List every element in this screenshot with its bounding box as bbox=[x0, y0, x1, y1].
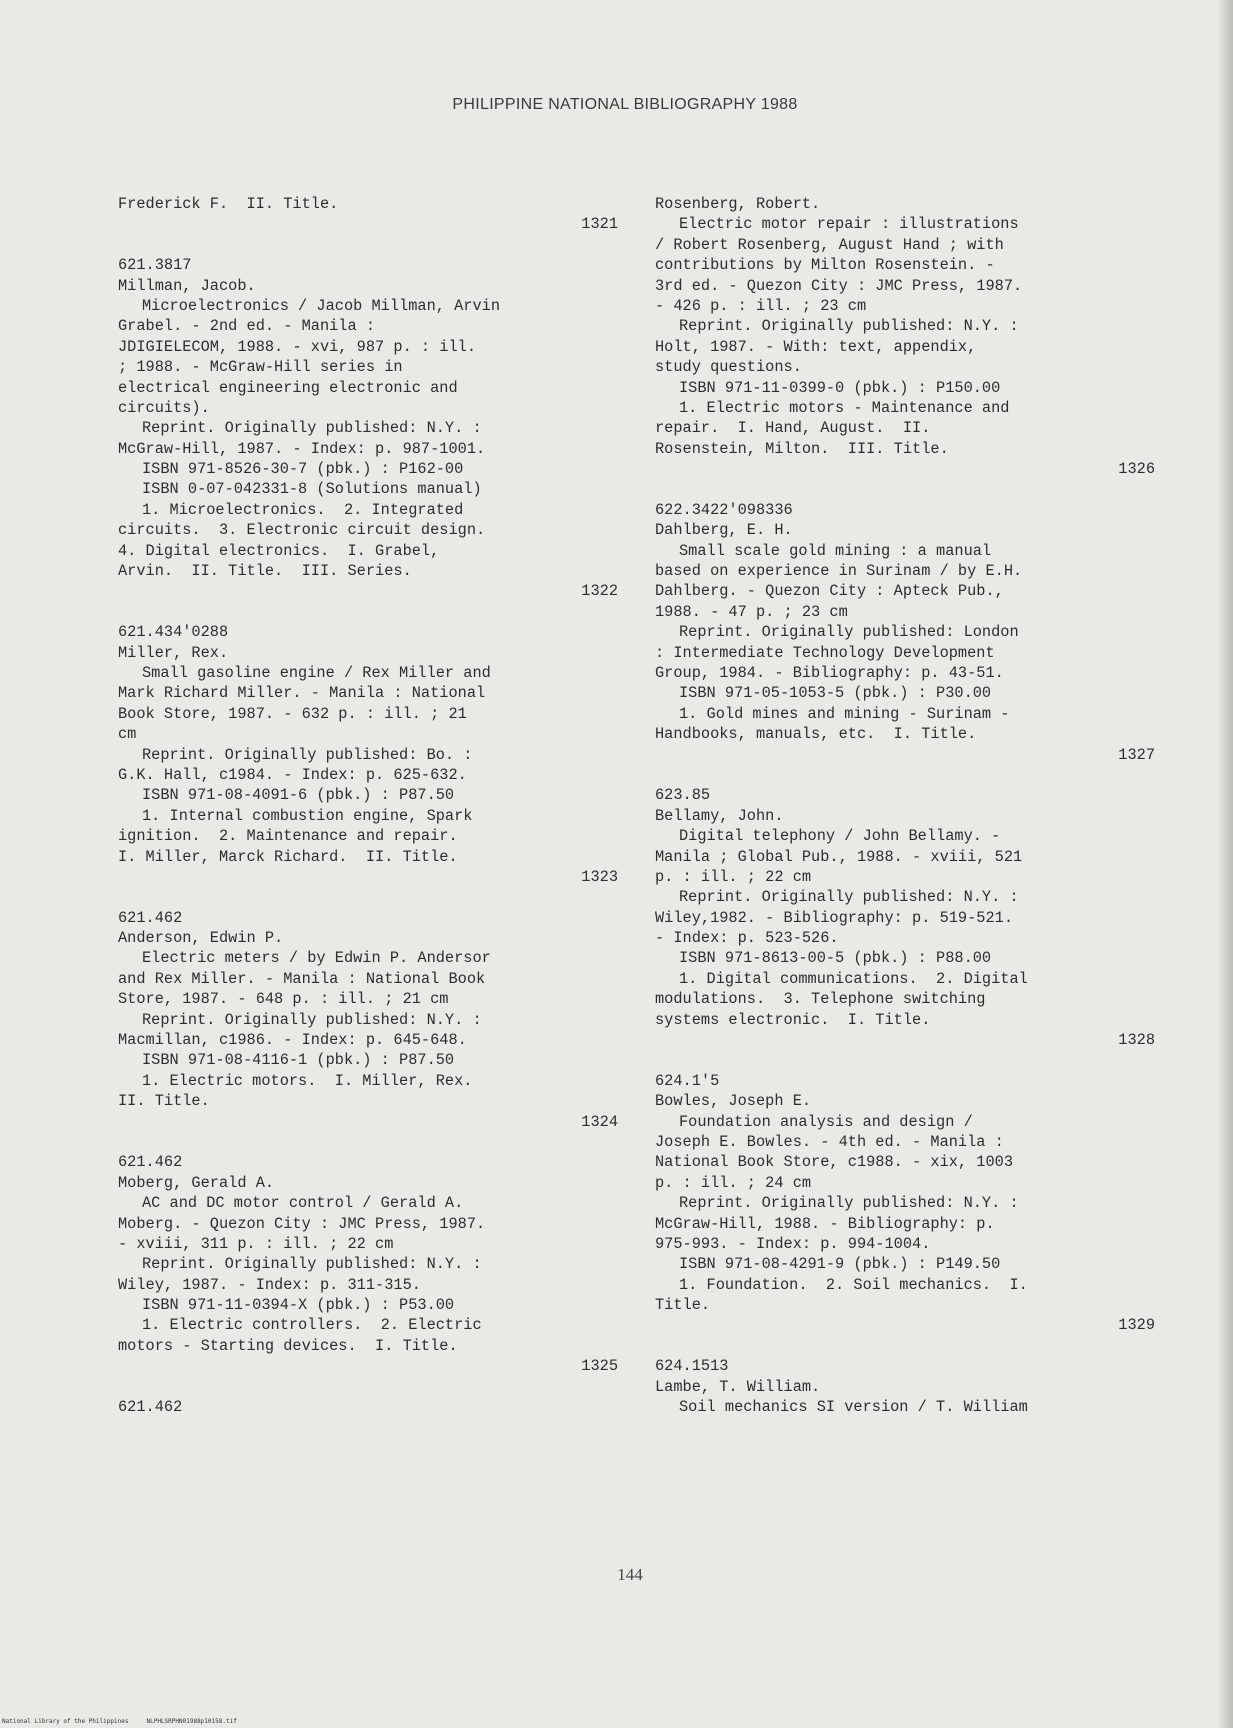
entry-line: Title. bbox=[655, 1296, 711, 1315]
entry-line: based on experience in Surinam / by E.H. bbox=[655, 562, 1023, 581]
entry-number: 1328 bbox=[1118, 1031, 1155, 1050]
entry-line: II. Title. bbox=[118, 1092, 210, 1111]
entry-line: McGraw-Hill, 1988. - Bibliography: p. bbox=[655, 1214, 995, 1233]
entry-line: 623.85 bbox=[655, 786, 711, 805]
right-column bbox=[655, 194, 1155, 1438]
page-edge-shadow bbox=[1219, 0, 1233, 1728]
entry-line: Small scale gold mining : a manual bbox=[679, 541, 992, 560]
entry-line: ; 1988. - McGraw-Hill series in bbox=[118, 358, 403, 377]
entry-line: Bellamy, John. bbox=[655, 806, 784, 825]
entry-number: 1323 bbox=[581, 867, 618, 886]
entry-line: Store, 1987. - 648 p. : ill. ; 21 cm bbox=[118, 990, 449, 1009]
entry-line: 621.434'0288 bbox=[118, 623, 229, 642]
entry-number: 1322 bbox=[581, 582, 618, 601]
entry-line: 1988. - 47 p. ; 23 cm bbox=[655, 602, 848, 621]
entry-line: Reprint. Originally published: N.Y. : bbox=[142, 1255, 482, 1274]
entry-line: Group, 1984. - Bibliography: p. 43-51. bbox=[655, 663, 1004, 682]
bibliographic-entry bbox=[655, 785, 1155, 1050]
entry-line: ISBN 971-8613-00-5 (pbk.) : P88.00 bbox=[679, 949, 992, 968]
entry-line: study questions. bbox=[655, 358, 802, 377]
entry-line: Frederick F. II. Title. bbox=[118, 195, 339, 213]
bibliographic-entry bbox=[118, 1397, 618, 1417]
entry-line: Reprint. Originally published: Bo. : bbox=[142, 745, 473, 764]
bibliographic-entry bbox=[118, 622, 618, 887]
entry-line: Reprint. Originally published: N.Y. : bbox=[142, 419, 482, 438]
entry-line: - 426 p. : ill. ; 23 cm bbox=[655, 296, 867, 315]
entry-number: 1325 bbox=[581, 1357, 618, 1376]
entry-line: and Rex Miller. - Manila : National Book bbox=[118, 969, 486, 988]
entry-line: Moberg, Gerald A. bbox=[118, 1173, 275, 1192]
entry-line: ISBN 971-11-0399-0 (pbk.) : P150.00 bbox=[679, 378, 1001, 397]
bibliographic-entry bbox=[118, 255, 618, 602]
entry-line: 1. Internal combustion engine, Spark bbox=[142, 806, 473, 825]
entry-line: Reprint. Originally published: N.Y. : bbox=[142, 1010, 482, 1029]
entry-line: Moberg. - Quezon City : JMC Press, 1987. bbox=[118, 1214, 486, 1233]
entry-line: Reprint. Originally published: N.Y. : bbox=[679, 317, 1019, 336]
entry-number: 1326 bbox=[1118, 460, 1155, 479]
entry-line: 624.1'5 bbox=[655, 1071, 720, 1090]
entry-line: electrical engineering electronic and bbox=[118, 378, 458, 397]
entry-number: 1327 bbox=[1118, 745, 1155, 764]
entry-line: Electric meters / by Edwin P. Andersor bbox=[142, 949, 491, 968]
entry-line: ISBN 0-07-042331-8 (Solutions manual) bbox=[142, 480, 482, 499]
entry-line: ISBN 971-11-0394-X (pbk.) : P53.00 bbox=[142, 1296, 455, 1315]
entry-line: ISBN 971-8526-30-7 (pbk.) : P162-00 bbox=[142, 460, 464, 479]
bibliographic-entry bbox=[118, 194, 618, 235]
entry-line: repair. I. Hand, August. II. bbox=[655, 419, 931, 438]
entry-line: 621.3817 bbox=[118, 256, 192, 275]
entry-line: Wiley, 1987. - Index: p. 311-315. bbox=[118, 1275, 421, 1294]
entry-line: McGraw-Hill, 1987. - Index: p. 987-1001. bbox=[118, 439, 486, 458]
entry-line: - xviii, 311 p. : ill. ; 22 cm bbox=[118, 1234, 394, 1253]
running-header: PHILIPPINE NATIONAL BIBLIOGRAPHY 1988 bbox=[452, 96, 798, 113]
bibliographic-entry bbox=[655, 1071, 1155, 1336]
entry-line: AC and DC motor control / Gerald A. bbox=[142, 1194, 464, 1213]
entry-line: ISBN 971-08-4291-9 (pbk.) : P149.50 bbox=[679, 1255, 1001, 1274]
entry-number: 1329 bbox=[1118, 1316, 1155, 1335]
entry-line: G.K. Hall, c1984. - Index: p. 625-632. bbox=[118, 765, 467, 784]
entry-line: Electric motor repair : illustrations bbox=[679, 215, 1019, 234]
entry-line: Rosenberg, Robert. bbox=[655, 195, 821, 213]
entry-line: Bowles, Joseph E. bbox=[655, 1092, 812, 1111]
entry-line: Dahlberg, E. H. bbox=[655, 521, 793, 540]
entry-line: cm bbox=[118, 725, 137, 744]
entry-line: ignition. 2. Maintenance and repair. bbox=[118, 827, 458, 846]
bibliographic-entry bbox=[118, 908, 618, 1132]
entry-line: ISBN 971-08-4116-1 (pbk.) : P87.50 bbox=[142, 1051, 455, 1070]
entry-line: Dahlberg. - Quezon City : Apteck Pub., bbox=[655, 582, 1004, 601]
entry-line: 621.462 bbox=[118, 908, 183, 927]
entry-line: Rosenstein, Milton. III. Title. bbox=[655, 439, 949, 458]
entry-line: - Index: p. 523-526. bbox=[655, 929, 839, 948]
entry-line: Macmillan, c1986. - Index: p. 645-648. bbox=[118, 1031, 467, 1050]
entry-line: Manila ; Global Pub., 1988. - xviii, 521 bbox=[655, 847, 1023, 866]
entry-line: 1. Foundation. 2. Soil mechanics. I. bbox=[679, 1275, 1028, 1294]
entry-line: Mark Richard Miller. - Manila : National bbox=[118, 684, 486, 703]
entry-line: Reprint. Originally published: London bbox=[679, 623, 1019, 642]
entry-number: 1324 bbox=[581, 1112, 618, 1131]
entry-line: p. : ill. ; 24 cm bbox=[655, 1173, 812, 1192]
entry-line: 975-993. - Index: p. 994-1004. bbox=[655, 1234, 931, 1253]
entry-line: Millman, Jacob. bbox=[118, 276, 256, 295]
entry-line: contributions by Milton Rosenstein. - bbox=[655, 256, 995, 275]
entry-line: circuits. 3. Electronic circuit design. bbox=[118, 521, 486, 540]
entry-number: 1321 bbox=[581, 215, 618, 234]
entry-line: Grabel. - 2nd ed. - Manila : bbox=[118, 317, 376, 336]
entry-line: Wiley,1982. - Bibliography: p. 519-521. bbox=[655, 908, 1014, 927]
entry-line: Microelectronics / Jacob Millman, Arvin bbox=[142, 296, 501, 315]
entry-line: ISBN 971-08-4091-6 (pbk.) : P87.50 bbox=[142, 786, 455, 805]
entry-line: Holt, 1987. - With: text, appendix, bbox=[655, 337, 977, 356]
page-number: 144 bbox=[617, 1565, 643, 1584]
entry-line: Arvin. II. Title. III. Series. bbox=[118, 562, 412, 581]
entry-line: Reprint. Originally published: N.Y. : bbox=[679, 888, 1019, 907]
bibliographic-entry bbox=[118, 1152, 618, 1376]
bibliographic-entry bbox=[655, 1356, 1155, 1417]
left-column bbox=[118, 194, 618, 1438]
entry-line: 3rd ed. - Quezon City : JMC Press, 1987. bbox=[655, 276, 1023, 295]
entry-line: : Intermediate Technology Development bbox=[655, 643, 995, 662]
entry-line: Foundation analysis and design / bbox=[679, 1112, 973, 1131]
entry-line: / Robert Rosenberg, August Hand ; with bbox=[655, 235, 1004, 254]
entry-line: 1. Microelectronics. 2. Integrated bbox=[142, 500, 464, 519]
entry-line: modulations. 3. Telephone switching bbox=[655, 990, 986, 1009]
entry-line: systems electronic. I. Title. bbox=[655, 1010, 931, 1029]
entry-line: 1. Digital communications. 2. Digital bbox=[679, 969, 1028, 988]
entry-line: ISBN 971-05-1053-5 (pbk.) : P30.00 bbox=[679, 684, 992, 703]
entry-line: 624.1513 bbox=[655, 1357, 729, 1376]
entry-line: Miller, Rex. bbox=[118, 643, 229, 662]
entry-line: motors - Starting devices. I. Title. bbox=[118, 1336, 458, 1355]
entry-line: 1. Gold mines and mining - Surinam - bbox=[679, 704, 1010, 723]
entry-line: Book Store, 1987. - 632 p. : ill. ; 21 bbox=[118, 704, 467, 723]
entry-line: Joseph E. Bowles. - 4th ed. - Manila : bbox=[655, 1132, 1004, 1151]
entry-line: Digital telephony / John Bellamy. - bbox=[679, 827, 1001, 846]
entry-line: 622.3422'098336 bbox=[655, 500, 793, 519]
entry-line: Small gasoline engine / Rex Miller and bbox=[142, 663, 491, 682]
entry-line: 621.462 bbox=[118, 1398, 183, 1417]
entry-line: 1. Electric motors. I. Miller, Rex. bbox=[142, 1071, 473, 1090]
bibliographic-entry bbox=[655, 500, 1155, 765]
entry-line: I. Miller, Marck Richard. II. Title. bbox=[118, 847, 458, 866]
entry-line: 1. Electric controllers. 2. Electric bbox=[142, 1316, 482, 1335]
entry-line: JDIGIELECOM, 1988. - xvi, 987 p. : ill. bbox=[118, 337, 477, 356]
entry-line: National Book Store, c1988. - xix, 1003 bbox=[655, 1153, 1014, 1172]
entry-line: Anderson, Edwin P. bbox=[118, 929, 284, 948]
entry-line: 621.462 bbox=[118, 1153, 183, 1172]
entry-line: 4. Digital electronics. I. Grabel, bbox=[118, 541, 440, 560]
entry-line: Reprint. Originally published: N.Y. : bbox=[679, 1194, 1019, 1213]
entry-line: Soil mechanics SI version / T. William bbox=[679, 1398, 1028, 1417]
entry-line: circuits). bbox=[118, 398, 210, 417]
entry-line: Lambe, T. William. bbox=[655, 1377, 821, 1396]
scan-footer: National Library of the Philippines NLPHLSRPHN01988p10158.tif bbox=[2, 1718, 237, 1725]
entry-line: p. : ill. ; 22 cm bbox=[655, 867, 812, 886]
entry-line: Handbooks, manuals, etc. I. Title. bbox=[655, 725, 977, 744]
bibliographic-entry bbox=[655, 194, 1155, 479]
entry-line: 1. Electric motors - Maintenance and bbox=[679, 398, 1010, 417]
